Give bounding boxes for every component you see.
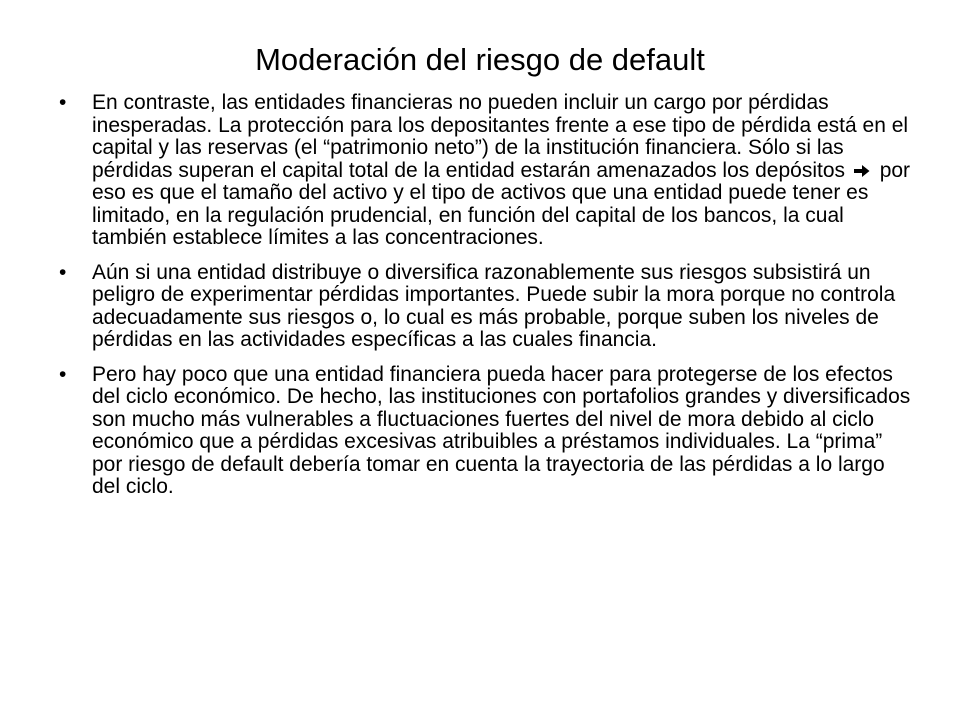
bullet-item-1 — [56, 92, 914, 250]
bullet-marker: • — [59, 91, 67, 114]
bullet-text-before-arrow: En contraste, las entidades financieras no pueden incluir un cargo por pérdidas inesperadas. La protección para los depositantes frente a ese tipo de pérdida está en el capital y las reservas (el “patrimonio neto”) de la institución financiera. Sólo si las pérdidas superan el capital total de la entidad estarán amenazados los depósitos — [92, 91, 909, 182]
bullet-marker: • — [59, 362, 67, 386]
right-arrow-icon — [854, 164, 870, 178]
slide-title: Moderación del riesgo de default — [255, 42, 705, 77]
bullet-text: Pero hay poco que una entidad financiera pueda hacer para protegerse de los efectos del ciclo económico. De hecho, las instituciones con portafolios grandes y diversificados son mucho más vulnerables a fluctuaciones fuertes del nivel de mora debido al ciclo económico que a pérdidas excesivas atribuibles a préstamos individuales. La “prima” por riesgo de default debería tomar en cuenta la trayectoria de las pérdidas a lo largo del ciclo. — [92, 362, 911, 498]
bullet-list — [56, 92, 914, 511]
bullet-text-after-arrow: por eso es que el tamaño del activo y el tipo de activos que una entidad puede tener es limitado, en la regulación prudencial, en función del capital de los bancos, la cual también establece límites a las concentraciones. — [92, 158, 911, 249]
bullet-item-2 — [56, 262, 914, 352]
bullet-text: Aún si una entidad distribuye o diversifica razonablemente sus riesgos subsistirá un peligro de experimentar pérdidas importantes. Puede subir la mora porque no controla adecuadamente sus riesgos o, lo cual es más probable, porque suben los niveles de pérdidas en las actividades específicas a las cuales financia. — [92, 260, 896, 351]
bullet-item-3 — [56, 364, 914, 499]
bullet-marker: • — [59, 260, 67, 284]
